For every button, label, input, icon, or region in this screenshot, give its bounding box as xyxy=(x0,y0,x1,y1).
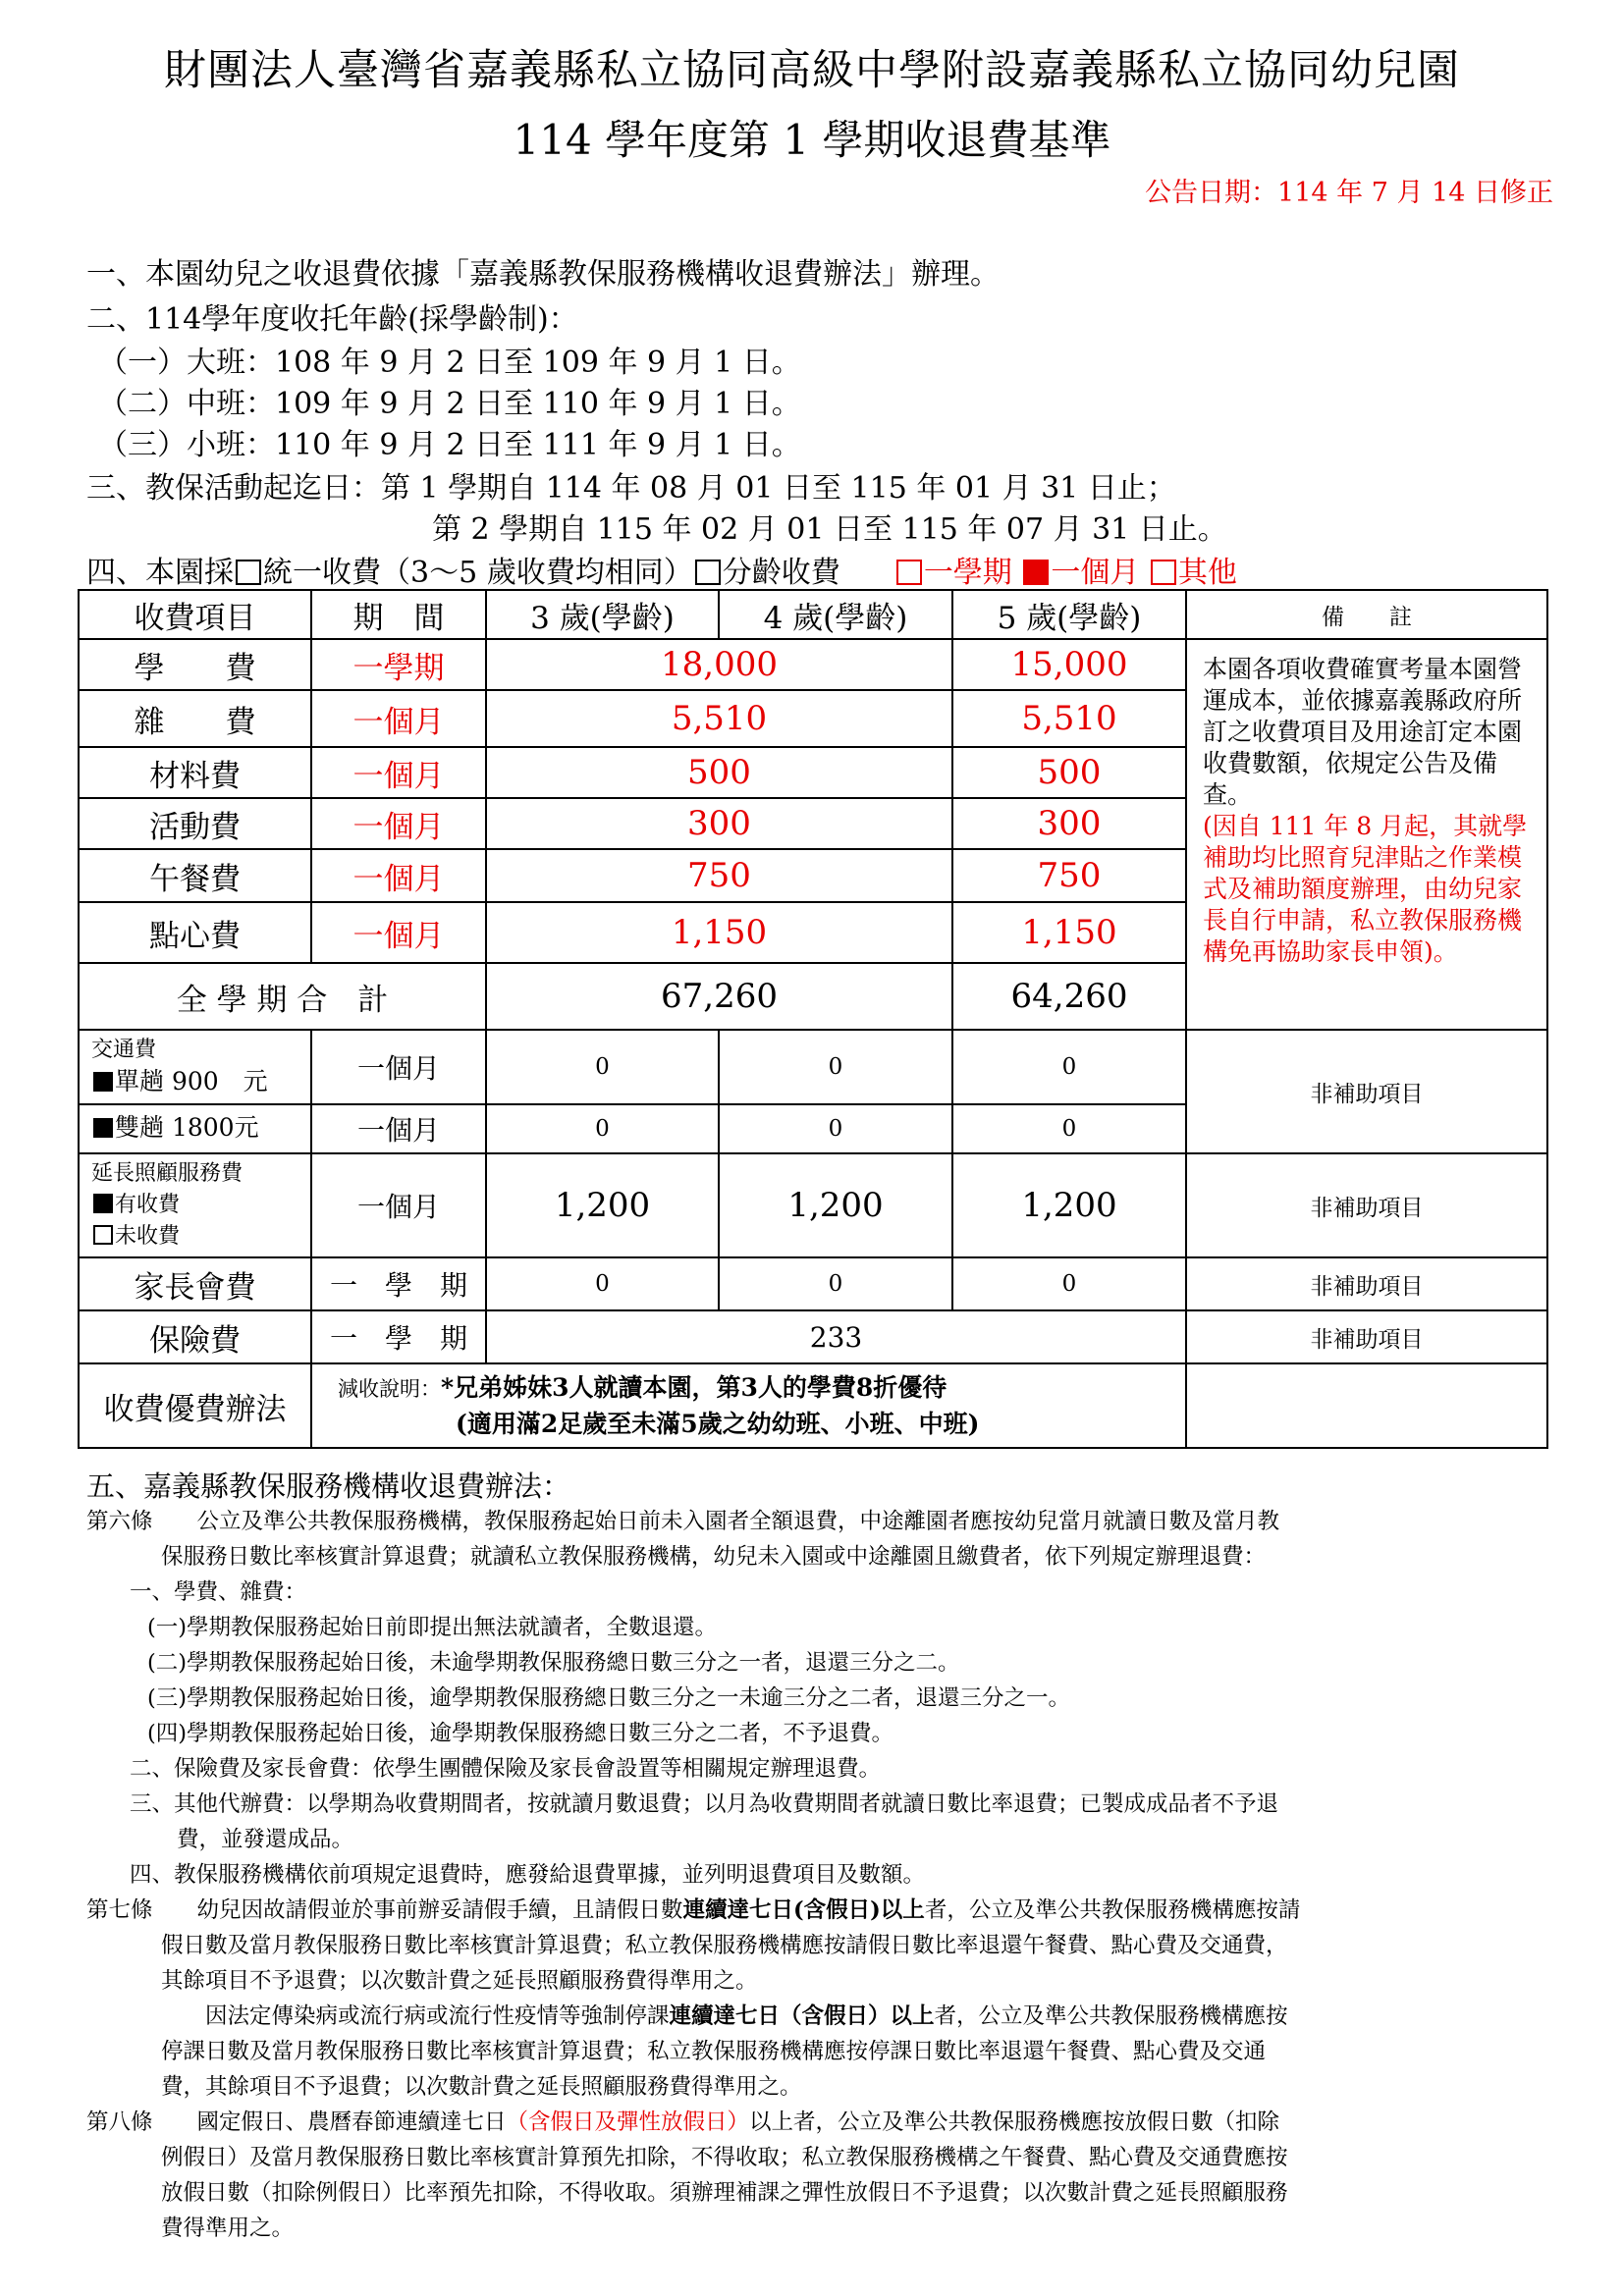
discount-line1: *兄弟姊妹3人就讀本園，第3人的學費8折優待 xyxy=(441,1372,947,1402)
period-lunch: 一個月 xyxy=(311,849,486,902)
fee-table xyxy=(78,589,1548,1449)
value-activity-age34: 300 xyxy=(486,798,952,849)
article-7-emphasis-2: 連續達七日（含假日）以上 xyxy=(669,2003,935,2029)
transport-round-trip-cell xyxy=(79,1104,311,1153)
article-6-item2: 二、保險費及家長會費：依學生團體保險及家長會設置等相關規定辦理退費。 xyxy=(130,1756,882,1782)
transport-title: 交通費 xyxy=(91,1038,157,1062)
parent-fee-row xyxy=(79,1257,1547,1310)
parent-fee-period: 一 學 期 xyxy=(311,1257,486,1310)
transport-one-way-age3: 0 xyxy=(486,1030,719,1104)
table-row xyxy=(79,639,1547,690)
remark-cell xyxy=(1186,639,1547,1030)
remark-subsidy-note: (因自 111 年 8 月起，其就學補助均比照育兒津貼之作業模式及補助額度辦理，由幼兒家長自行申請，私立教保服務機構免再協助家長申領)。 xyxy=(1203,812,1528,966)
value-lunch-age34: 750 xyxy=(486,849,952,902)
period-material: 一個月 xyxy=(311,747,486,798)
section-3-term2: 第 2 學期自 115 年 02 月 01 日至 115 年 07 月 31 日止。 xyxy=(432,512,1227,547)
section-2: 二、114學年度收托年齡(採學齡制)： xyxy=(86,302,578,337)
total-label: 全 學 期 合 計 xyxy=(79,963,486,1030)
one-way-label: 單趟 900 元 xyxy=(115,1067,268,1095)
document-title: 財團法人臺灣省嘉義縣私立協同高級中學附設嘉義縣私立協同幼兒園 xyxy=(164,46,1460,95)
transport-one-way-age4: 0 xyxy=(719,1030,952,1104)
article-6-item1: 一、學費、雜費： xyxy=(130,1579,307,1605)
checkbox-round-trip[interactable] xyxy=(93,1118,113,1138)
parent-fee-age5: 0 xyxy=(952,1257,1186,1310)
value-activity-age5: 300 xyxy=(952,798,1186,849)
age-mid-class: （二）中班：109 年 9 月 2 日至 110 年 9 月 1 日。 xyxy=(98,387,801,421)
header-age5: 5 歲(學齡) xyxy=(952,590,1186,639)
notice-date: 公告日期：114 年 7 月 14 日修正 xyxy=(1145,178,1553,208)
article-6-item1c: (三)學期教保服務起始日後，逾學期教保服務總日數三分之一未逾三分之二者，退還三分之一。 xyxy=(147,1685,1071,1711)
extended-care-age3: 1,200 xyxy=(486,1153,719,1257)
value-misc-age5: 5,510 xyxy=(952,690,1186,747)
checkbox-age-based[interactable] xyxy=(695,560,721,585)
article-7-line2: 假日數及當月教保服務日數比率核實計算退費；私立教保服務機構應按請假日數比率退還午餐費、點心費及交通費， xyxy=(161,1933,1288,1958)
period-snack: 一個月 xyxy=(311,902,486,963)
age-based-label: 分齡收費 xyxy=(722,556,840,590)
header-period: 期 間 xyxy=(311,590,486,639)
article-8-line1-start: 第八條 國定假日、農曆春節連續達七日 xyxy=(86,2109,507,2135)
insurance-value: 233 xyxy=(486,1310,1186,1363)
article-8-line4: 費得準用之。 xyxy=(161,2216,295,2241)
value-material-age5: 500 xyxy=(952,747,1186,798)
section-5: 五、嘉義縣教保服務機構收退費辦法： xyxy=(86,1469,571,1503)
article-6-item1b: (二)學期教保服務起始日後，未逾學期教保服務總日數三分之一者，退還三分之二。 xyxy=(147,1650,960,1676)
header-item: 收費項目 xyxy=(79,590,311,639)
article-6-item4: 四、教保服務機構依前項規定退費時，應發給退費單據，並列明退費項目及數額。 xyxy=(130,1862,926,1888)
transport-one-way-age5: 0 xyxy=(952,1030,1186,1104)
extended-yes-label: 有收費 xyxy=(115,1193,181,1217)
parent-fee-age3: 0 xyxy=(486,1257,719,1310)
parent-fee-age4: 0 xyxy=(719,1257,952,1310)
checkbox-per-month[interactable] xyxy=(1023,560,1049,585)
insurance-period: 一 學 期 xyxy=(311,1310,486,1363)
article-8-line1 xyxy=(86,2105,1300,2140)
value-snack-age5: 1,150 xyxy=(952,902,1186,963)
checkbox-one-way[interactable] xyxy=(93,1072,113,1092)
per-semester-label: 一學期 xyxy=(923,556,1012,590)
transport-one-way-cell xyxy=(79,1030,311,1104)
article-7-line1-end: 者，公立及準公共教保服務機構應按請 xyxy=(924,1897,1301,1923)
round-trip-label: 雙趟 1800元 xyxy=(115,1113,259,1142)
checkbox-extended-yes[interactable] xyxy=(93,1194,113,1213)
checkbox-uniform[interactable] xyxy=(236,560,261,585)
article-7-line6: 費，其餘項目不予退費；以次數計費之延長照顧服務費得準用之。 xyxy=(161,2074,802,2100)
discount-cell xyxy=(311,1363,1186,1448)
section-1: 一、本園幼兒之收退費依據「嘉義縣教保服務機構收退費辦法」辦理。 xyxy=(86,257,1000,292)
extended-care-row xyxy=(79,1153,1547,1257)
extended-no-label: 未收費 xyxy=(115,1224,181,1249)
item-activity: 活動費 xyxy=(79,798,311,849)
total-age34: 67,260 xyxy=(486,963,952,1030)
uniform-fee-label: 統一收費（3～5 歲收費均相同） xyxy=(263,556,693,590)
transport-one-way-row xyxy=(79,1030,1547,1104)
value-lunch-age5: 750 xyxy=(952,849,1186,902)
article-6-line2: 保服務日數比率核實計算退費；就讀私立教保服務機構，幼兒未入園或中途離園且繳費者，依下列規定辦理退費： xyxy=(161,1544,1267,1570)
value-tuition-age5: 15,000 xyxy=(952,639,1186,690)
article-8-line2: 例假日）及當月教保服務日數比率核實計算預先扣除，不得收取；私立教保服務機構之午餐費、點心費及交通費應按 xyxy=(161,2145,1288,2170)
item-insurance: 保險費 xyxy=(79,1310,311,1363)
checkbox-other[interactable] xyxy=(1151,560,1176,585)
document-subtitle: 114 學年度第 1 學期收退費基準 xyxy=(513,116,1111,164)
header-age4: 4 歲(學齡) xyxy=(719,590,952,639)
transport-round-trip-age4: 0 xyxy=(719,1104,952,1153)
extended-care-age4: 1,200 xyxy=(719,1153,952,1257)
item-snack: 點心費 xyxy=(79,902,311,963)
remark-text: 本園各項收費確實考量本園營運成本，並依據嘉義縣政府所訂之收費項目及用途訂定本園收費數額，依規定公告及備查。 xyxy=(1203,655,1523,809)
age-big-class: （一）大班：108 年 9 月 2 日至 109 年 9 月 1 日。 xyxy=(98,346,801,380)
round-trip-period: 一個月 xyxy=(311,1104,486,1153)
value-material-age34: 500 xyxy=(486,747,952,798)
age-small-class: （三）小班：110 年 9 月 2 日至 111 年 9 月 1 日。 xyxy=(98,428,801,462)
discount-line2: (適用滿2足歲至未滿5歲之幼幼班、小班、中班) xyxy=(456,1409,980,1438)
insurance-remark: 非補助項目 xyxy=(1186,1310,1547,1363)
extended-care-remark: 非補助項目 xyxy=(1186,1153,1547,1257)
article-7-line4-start: 因法定傳染病或流行病或流行性疫情等強制停課 xyxy=(161,2003,670,2029)
value-tuition-age34: 18,000 xyxy=(486,639,952,690)
total-age5: 64,260 xyxy=(952,963,1186,1030)
article-8-line1-end: 以上者，公立及準公共教保服務機應按放假日數（扣除 xyxy=(749,2109,1280,2135)
extended-care-age5: 1,200 xyxy=(952,1153,1186,1257)
insurance-row xyxy=(79,1310,1547,1363)
value-snack-age34: 1,150 xyxy=(486,902,952,963)
transport-remark: 非補助項目 xyxy=(1186,1030,1547,1153)
article-6-item3-line2: 費，並發還成品。 xyxy=(177,1827,354,1852)
section-3-term1: 三、教保活動起迄日：第 1 學期自 114 年 08 月 01 日至 115 年 01 月 31 日止； xyxy=(86,471,1176,506)
item-lunch: 午餐費 xyxy=(79,849,311,902)
period-misc: 一個月 xyxy=(311,690,486,747)
extended-care-period: 一個月 xyxy=(311,1153,486,1257)
value-misc-age34: 5,510 xyxy=(486,690,952,747)
item-discount: 收費優費辦法 xyxy=(79,1363,311,1448)
article-7-line5: 停課日數及當月教保服務日數比率核實計算退費；私立教保服務機構應按停課日數比率退還午餐費、點心費及交通 xyxy=(161,2039,1267,2064)
period-tuition: 一學期 xyxy=(311,639,486,690)
article-7-line4-end: 者，公立及準公共教保服務機構應按 xyxy=(934,2003,1288,2029)
article-7-line3: 其餘項目不予退費；以次數計費之延長照顧服務費得準用之。 xyxy=(161,1968,758,1994)
per-month-label: 一個月 xyxy=(1051,556,1140,590)
table-header-row xyxy=(79,590,1547,639)
transport-round-trip-age3: 0 xyxy=(486,1104,719,1153)
article-8-line3: 放假日數（扣除例假日）比率預先扣除，不得收取。須辦理補課之彈性放假日不予退費；以次數計費之延長照顧服務 xyxy=(161,2180,1288,2206)
other-label: 其他 xyxy=(1177,556,1237,590)
item-misc: 雜 費 xyxy=(79,690,311,747)
article-6-item1d: (四)學期教保服務起始日後，逾學期教保服務總日數三分之二者，不予退費。 xyxy=(147,1721,894,1746)
article-6-item3-line1: 三、其他代辦費：以學期為收費期間者，按就讀月數退費；以月為收費期間者就讀日數比率退費；已製成成品者不予退 xyxy=(130,1791,1279,1817)
article-6-line1: 第六條 公立及準公共教保服務機構，教保服務起始日前未入園者全額退費，中途離園者應按幼兒當月就讀日數及當月教 xyxy=(86,1509,1280,1534)
checkbox-extended-no[interactable] xyxy=(93,1225,113,1245)
refund-rules xyxy=(86,1504,1300,2246)
transport-round-trip-age5: 0 xyxy=(952,1104,1186,1153)
article-6-item1a: (一)學期教保服務起始日前即提出無法就讀者，全數退還。 xyxy=(147,1615,718,1640)
discount-prefix: 減收說明： xyxy=(338,1376,441,1401)
item-material: 材料費 xyxy=(79,747,311,798)
item-tuition: 學 費 xyxy=(79,639,311,690)
section-4 xyxy=(86,548,1237,591)
article-8-highlight: （含假日及彈性放假日） xyxy=(506,2109,750,2135)
header-age3: 3 歲(學齡) xyxy=(486,590,719,639)
discount-remark-empty xyxy=(1186,1363,1547,1448)
article-7-line1 xyxy=(86,1893,1300,1928)
extended-care-title: 延長照顧服務費 xyxy=(91,1161,244,1186)
article-7-line1-start: 第七條 幼兒因故請假並於事前辦妥請假手續，且請假日數 xyxy=(86,1897,683,1923)
item-parent-fee: 家長會費 xyxy=(79,1257,311,1310)
header-remark: 備 註 xyxy=(1186,590,1547,639)
extended-care-cell xyxy=(79,1153,311,1257)
period-activity: 一個月 xyxy=(311,798,486,849)
transport-period: 一個月 xyxy=(311,1030,486,1104)
article-7-emphasis: 連續達七日(含假日)以上 xyxy=(682,1897,925,1923)
parent-fee-remark: 非補助項目 xyxy=(1186,1257,1547,1310)
article-7-line4 xyxy=(86,1999,1300,2034)
checkbox-per-semester[interactable] xyxy=(896,560,922,585)
discount-row xyxy=(79,1363,1547,1448)
section-4-label: 四、本園採 xyxy=(86,556,234,590)
